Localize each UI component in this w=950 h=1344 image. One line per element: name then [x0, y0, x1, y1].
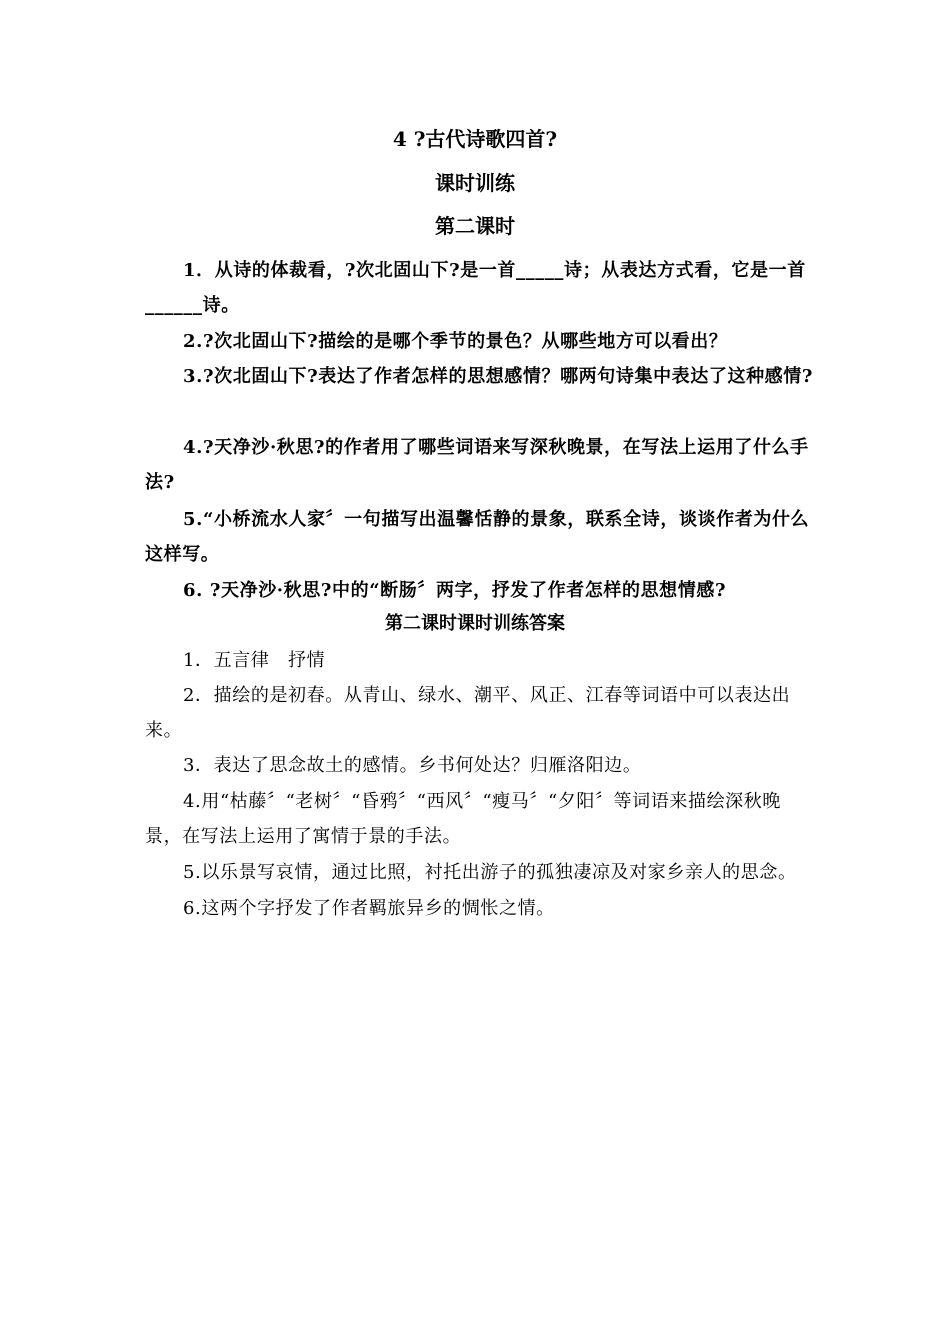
answer-5: 5.以乐景写哀情，通过比照，衬托出游子的孤独凄凉及对家乡亲人的思念。: [183, 862, 797, 883]
document-title: 4 ?古代诗歌四首?: [392, 127, 558, 151]
question-3: 3.?次北固山下?表达了作者怎样的思想感情？哪两句诗集中表达了这种感情?: [183, 366, 814, 387]
answer-1: 1．五言律 抒情: [183, 650, 326, 671]
question-4: 4.?天净沙·秋思?的作者用了哪些词语来写深秋晚景，在写法上运用了什么手法?: [145, 437, 809, 493]
question-5: 5.“小桥流水人家〞一句描写出温馨恬静的景象，联系全诗，谈谈作者为什么这样写。: [145, 509, 810, 565]
document-subtitle: 课时训练: [435, 171, 515, 195]
answers-heading: 第二课时课时训练答案: [385, 613, 565, 634]
question-6: 6. ?天净沙·秋思?中的“断肠〞两字，抒发了作者怎样的思想情感?: [183, 580, 727, 601]
answer-4: 4.用“枯藤〞“老树〞“昏鸦〞“西风〞“瘦马〞“夕阳〞等词语来描绘深秋晚景，在写法上运用了寓情于景的手法。: [145, 791, 781, 847]
question-2: 2.?次北固山下?描绘的是哪个季节的景色？从哪些地方可以看出？: [183, 331, 728, 352]
answer-6: 6.这两个字抒发了作者羁旅异乡的惆怅之情。: [183, 898, 555, 919]
lesson-title: 第二课时: [435, 214, 515, 238]
answer-2: 2．描绘的是初春。从青山、绿水、潮平、风正、江春等词语中可以表达出来。: [145, 685, 791, 741]
question-1: 1．从诗的体裁看，?次北固山下?是一首_____诗；从表达方式看，它是一首______诗。: [145, 260, 806, 316]
answer-3: 3．表达了思念故土的感情。乡书何处达？归雁洛阳边。: [183, 755, 642, 776]
